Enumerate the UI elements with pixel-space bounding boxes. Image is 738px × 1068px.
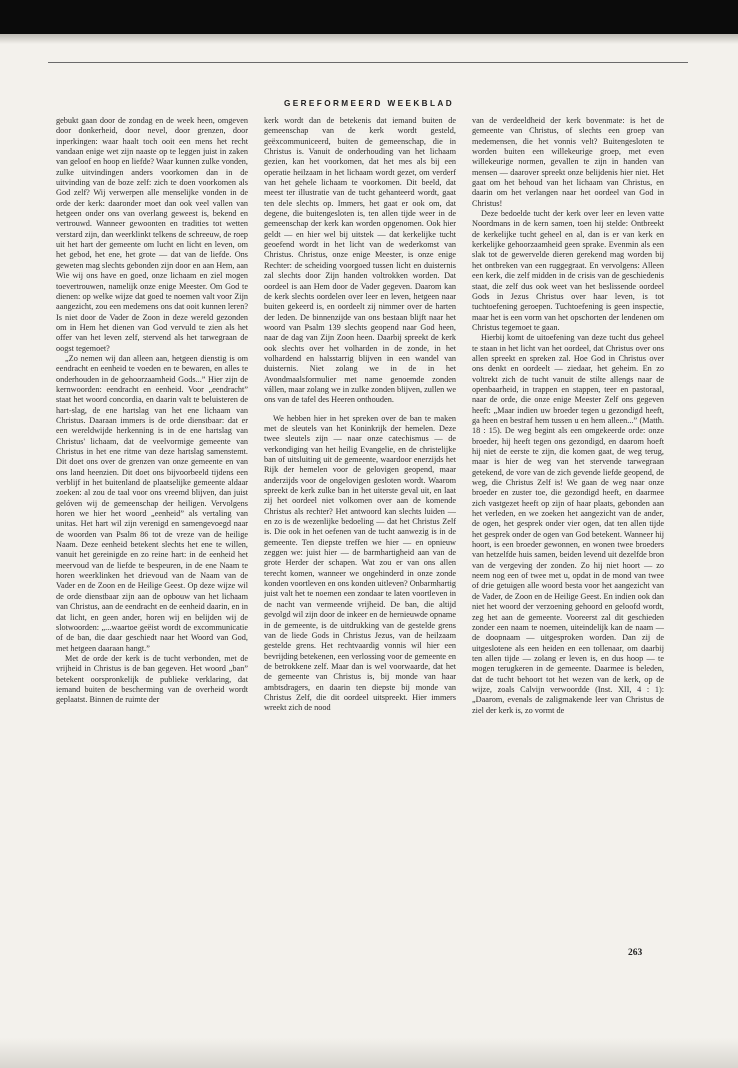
column-3 — [472, 116, 664, 931]
page-number: 263 — [628, 948, 643, 958]
column-1 — [56, 116, 248, 931]
paragraph: „Zo nemen wij dan alleen aan, hetgeen dienstig is om eendracht en eenheid te voeden en te bewaren, en alles te onderhouden in de gehoorzaamheid Gods...” Hier zijn de kernwoorden: eendracht en eenheid. Voor „eendracht” staat het woord concordia, en daarin valt te beluisteren de hart-slag, de ene hartslag van het ene lichaam van Christus. Daaraan immers is de orde dienstbaar: dat er een wereldwijde herkenning is in de ene hartslag van Christus' lichaam, dat de veelvormige gemeente van Christus in het ene ritme van deze hartslag samenstemt. Dit doet ons over de grenzen van onze gemeente en van ons land heenzien. Dit doet ons bijvoorbeeld tijdens een verblijf in het buitenland de plaatselijke gemeente aldaar zoeken: al zou de taal voor ons vreemd blijven, dan juist gelóven wij de gemeenschap der heiligen. Vervolgens horen we hier het woord „eenheid” als vertaling van unitas. Het hart wil zijn verenigd en samengevoegd naar de woorden van Psalm 86 tot de vreze van de heilige Naam. Deze eenheid betekent slechts het ene te willen, vanuit het gereinigde en zo reine hart: in de eenheid het meervoud van de liefde te bespeuren, in de ene Naam te horen weerklinken het drievoud van de Naam van de Vader en de Zoon en de Heilige Geest. Op deze wijze wil de orde dienstbaar zijn aan de opbouw van het lichaam van Christus, aan de eendracht en de eenheid daarin, en in dat licht, en geen ander, horen wij en belijden wij de slotwoorden: „...waartoe geëist wordt de excommunicatie of de ban, die daar geschiedt naar het Woord van God, met hetgeen daaraan hangt.” — [56, 353, 248, 653]
paragraph: kerk wordt dan de betekenis dat iemand buiten de gemeenschap van de kerk wordt gesteld, geëxcommuniceerd, buiten de gemeenschap, die in Christus is. Vanuit de onderhouding van het lichaam gezien, kan het voorkomen, dat het mes als bij een operatie heilzaam in het lichaam wordt gezet, om verderf van het gehele lichaam te voorkomen. Dit beeld, dat meest ter illustratie van de tucht gehanteerd wordt, gaat ten dele slechts op. Immers, het gaat er ook om, dat degene, die buitengesloten is, ten allen tijde weer in de gemeenschap der kerk kan worden opgenomen. Ook hier geldt — en hier wel bij uitstek — dat kerkelijke tucht geoefend wordt in het licht van de wederkomst van Christus. Christus, onze enige Meester, is onze enige Rechter: de scheiding voorgoed tussen licht en duisternis zal slechts door Zijn handen voltrokken worden. Dat oordeel is aan Hem door de Vader gegeven. Daarom kan de kerk slechts oordelen over leer en leven, hetgeen naar buiten gekeerd is, en oordeelt zij nimmer over de harten der leden. De binnenzijde van ons bestaan blijft naar het woord van Psalm 139 slechts geopend naar God heen, naar de dag van Zijn Zoon heen. Daarbij spreekt de kerk ook slechts over het volharden in de zonde, in het volhardend en halsstarrig blijven in een wandel van duisternis. Niet zolang we in de in het Avondmaalsformulier met name genoemde zonden vállen, maar zolang we in zulke zonden blijven, zullen we ons van de tafel des Heeren onthouden. — [264, 116, 456, 405]
column-2 — [264, 116, 456, 931]
paragraph: van de verdeeldheid der kerk bovenmate: is het de gemeente van Christus, of slechts een groep van medemensen, die het vonnis velt? Buitengesloten te worden buiten een willekeurige groep, met even willekeurige normen, gevallen te zijn in handen van mensen — daarover spreekt onze belijdenis hier niet. Het gaat om het behoud van het lichaam van Christus, en daarin om het verlangen naar het oordeel van God in Christus! — [472, 116, 664, 208]
top-rule — [48, 62, 688, 63]
paragraph: We hebben hier in het spreken over de ban te maken met de sleutels van het Koninkrijk der hemelen. Deze twee sleutels zijn — naar onze catechismus — de verkondiging van het heilig Evangelie, en de christelijke ban of uitsluiting uit de gemeente, waardoor enerzijds het Rijk der hemelen voor de gelovigen geopend, maar anderzijds voor de ongelovigen gesloten wordt. Waarom spreekt de kerk zulke ban in het uiterste geval uit, en laat zij het oordeel niet volkomen over aan de komende Christus als rechter? Het antwoord kan slechts luiden — en zo is de wezenlijke bedoeling — dat het Christus Zelf is. Die ook in het oefenen van de tucht aanwezig is in de gemeente. Ten diepste treffen we hier — en opnieuw zeggen we: juist hier — de barmhartigheid aan van de grote Herder der schapen. Wat zou er van ons allen terecht komen, wanneer we ongehinderd in onze zonde konden voortleven en ons konden uitleven? Onbarmhartig juist valt het te noemen een zondaar te laten voortleven in de nacht van vermeende vrijheid. De ban, die altijd gevolgd wil zijn door de inkeer en de hernieuwde opname in de gemeente, is de uitdrukking van de gestelde grens van de liede Gods in Christus Jezus, van de heilzaam gestelde grens. Het rechtvaardig vonnis wil hier een bevrijding betekenen, een verlossing voor de gemeente en de betrokkene zelf. Maar dan is wel voorwaarde, dat het de gemeente van Christus is, bij monde van haar ambtsdragers, en daarin ten diepste bij monde van Christus Zelf, die dit oordeel uitspreekt. Hier immers wreekt zich de nood — [264, 413, 456, 713]
paragraph: gebukt gaan door de zondag en de week heen, omgeven door donkerheid, door nevel, door grenzen, door inperkingen: waar haalt toch ooit een mens het recht vandaan enige wet zijn naaste op te leggen juist in zaken van geloof en hoop en liefde? Waar kunnen zulke vonden, zulke uitvindingen anders voorkomen dan in de uitvinding van de boze zelf: zich te doen voorkomen als God zelf? Wij verwerpen alle menselijke vonden in de orde der kerk: daaronder moet dan ook veel vallen van hetgeen onder ons van overlang geweest is, bekend en vertrouwd. Wanneer gewoonten en tradities tot wetten verstard zijn, dan weerklinkt telkens de schreeuw, de roep uit het hart der gemeente om lucht en licht en leven, om het gebod, het ene, het grote — dat van de liefde. Ons geweten mag slechts gebonden zijn door en aan Hem, aan Wie wij ons have en goed, onze lichaam en ziel mogen toevertrouwen, namelijk onze enige Meester. Om God te dienen: op welke wijze dat goed te noemen valt voor Zijn aangezicht, zou een medemens ons dat ooit kunnen leren? Is niet door de Vader de Zoon in deze wereld gezonden om in Hem het dienen van God vervuld te zien als het offer van het leven zelf, stervend als het tarwegraan de oogst tegemoet? — [56, 116, 248, 353]
paragraph: Deze bedoelde tucht der kerk over leer en leven vatte Noordmans in de kern samen, toen hij stelde: Ontbreekt de kerkelijke tucht geheel en al, dan is er van kerk en kerkelijke gehoorzaamheid geen sprake. Evenmin als een slak tot de gewervelde dieren gerekend mag worden bij het ontbreken van een ruggegraat. En vervolgens: Alleen een kerk, die zelf midden in de crisis van de geschiedenis staat, die zelf dus ook weet van het beslissende oordeel Gods in Jezus Christus over haar leven, is tot tuchtoefening geroepen. Tuchtoefening is geen inspectie, maar het is een vorm van het opschorten der lendenen om Christus tegemoet te gaan. — [472, 209, 664, 332]
scan-top-border — [0, 0, 738, 34]
scan-top-shadow — [0, 34, 738, 44]
paragraph: Hierbij komt de uitoefening van deze tucht dus geheel te staan in het licht van het oordeel, dat Christus over ons allen spreekt en spreken zal. Hoe God in Christus over ons denkt en oordeelt — ziedaar, het geheim. En zo voltrekt zich de tucht vanuit de stilte allengs naar de openbaarheid, in trappen en stappen, teer en pastoraal, naar de orde, die onze enige Meester Zelf ons gegeven heeft: „Maar indien uw broeder tegen u gezondigd heeft, ga heen en bestraf hem tussen u en hem alleen...” (Matth. 18 : 15). De weg begint als een omgekeerde orde: onze broeder, hij heeft tegen ons gezondigd, en daarom hoeft hij niet de eerste te zijn, die komen gaat, de weg terug, maar is hier de weg van het stervende tarwegraan getekend, de vore van de zich gevende liefde geopend, de weg, die Christus Zelf is! We gaan de weg naar onze broeder en zuster toe, die gezondigd heeft, en daarmee zich vastgezet heeft op zijn of haar plaats, gebonden aan het verleden, en we zoeken het aangezicht van de ander, de ogen, het gesprek onder vier ogen, dat ten allen tijde het gesprek onder de ogen van God betekent. Wanneer hij hoort, is een broeder gewonnen, en wonen twee broeders van hetzelfde huis samen, beiden levend uit dezelfde bron van de vergeving der zonden. Zo hij niet hoort — zo neem nog een of twee met u, opdat in de mond van twee of drie getuigen alle woord besta voor het aangezicht van de Vader, de Zoon en de Heilige Geest. En indien ook dan niet het woord der verzoening gehoord en geloofd wordt, zeg het aan de gemeente. Vooreerst zal dit geschieden zonder een naam te noemen, uiteindelijk kan de naam — de doopnaam — uitgesproken worden. Dan zij de uitgeslotene als een heiden en een tollenaar, om daarbij ten allen tijde — zolang er leven is, en dus hoop — te mogen terugkeren in de gemeente. Daarmee is beleden, dat de tucht behoort tot het wezen van de kerk, op de wijze, zoals Calvijn verwoordde (Inst. XII, 4 : 1): „Daarom, evenals de zaligmakende leer van Christus de ziel der kerk is, zo vormt de — [472, 333, 664, 715]
paragraph: Met de orde der kerk is de tucht verbonden, met de vrijheid in Christus is de ban gegeven. Het woord „ban” betekent oorspronkelijk de publieke verklaring, dat iemand buiten de bescherming van de overheid wordt geplaatst. Binnen de ruimte der — [56, 653, 248, 705]
scan-bottom-shadow — [0, 1038, 738, 1068]
running-header: GEREFORMEERD WEEKBLAD — [283, 99, 455, 108]
